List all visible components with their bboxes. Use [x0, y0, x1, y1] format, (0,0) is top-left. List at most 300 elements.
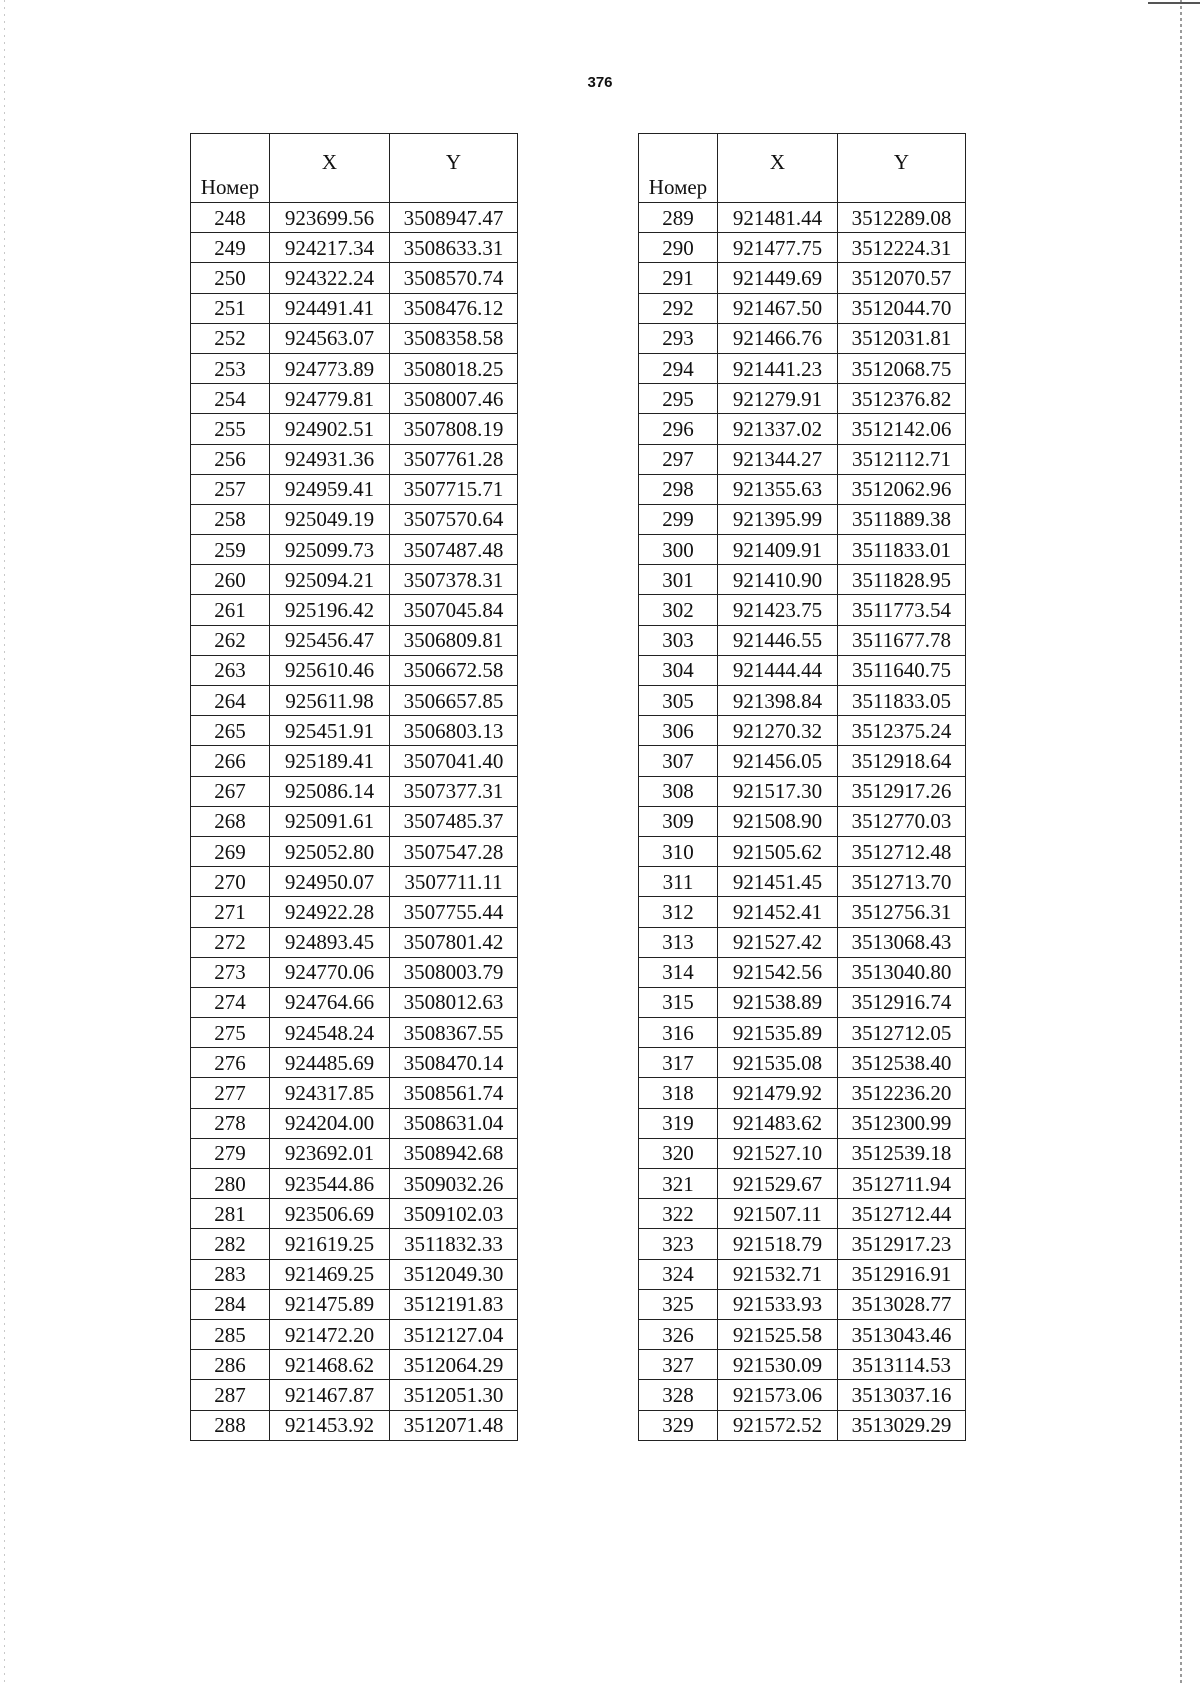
table-row: [191, 897, 518, 927]
x-coordinate-cell: 924204.00: [270, 1108, 390, 1138]
x-coordinate-cell: 921355.63: [718, 474, 838, 504]
x-coordinate-cell: 925610.46: [270, 655, 390, 685]
x-coordinate-cell: 921456.05: [718, 746, 838, 776]
column-header-number: Номер: [191, 134, 270, 203]
point-number-cell: 291: [639, 263, 718, 293]
table-row: [191, 1108, 518, 1138]
y-coordinate-cell: 3508561.74: [390, 1078, 518, 1108]
x-coordinate-cell: 921469.25: [270, 1259, 390, 1289]
table-row: [639, 535, 966, 565]
table-row: [191, 716, 518, 746]
table-row: [191, 1410, 518, 1440]
table-row: [639, 625, 966, 655]
point-number-cell: 326: [639, 1319, 718, 1349]
table-row: [639, 233, 966, 263]
x-coordinate-cell: 921337.02: [718, 414, 838, 444]
table-row: [639, 806, 966, 836]
point-number-cell: 248: [191, 203, 270, 233]
y-coordinate-cell: 3512224.31: [838, 233, 966, 263]
table-row: [639, 1410, 966, 1440]
x-coordinate-cell: 924217.34: [270, 233, 390, 263]
x-coordinate-cell: 925196.42: [270, 595, 390, 625]
x-coordinate-cell: 925086.14: [270, 776, 390, 806]
y-coordinate-cell: 3512713.70: [838, 867, 966, 897]
x-coordinate-cell: 921507.11: [718, 1199, 838, 1229]
y-coordinate-cell: 3512712.48: [838, 836, 966, 866]
x-coordinate-cell: 921479.92: [718, 1078, 838, 1108]
y-coordinate-cell: 3507808.19: [390, 414, 518, 444]
point-number-cell: 314: [639, 957, 718, 987]
x-coordinate-cell: 921505.62: [718, 836, 838, 866]
x-coordinate-cell: 923692.01: [270, 1138, 390, 1168]
x-coordinate-cell: 921409.91: [718, 535, 838, 565]
y-coordinate-cell: 3512916.74: [838, 987, 966, 1017]
table-row: [191, 655, 518, 685]
point-number-cell: 261: [191, 595, 270, 625]
coordinates-table-left: [190, 133, 518, 1441]
y-coordinate-cell: 3508470.14: [390, 1048, 518, 1078]
scan-edge-top: [1148, 2, 1200, 4]
table-row: [191, 233, 518, 263]
x-coordinate-cell: 921395.99: [718, 504, 838, 534]
point-number-cell: 287: [191, 1380, 270, 1410]
x-coordinate-cell: 921535.89: [718, 1018, 838, 1048]
point-number-cell: 302: [639, 595, 718, 625]
y-coordinate-cell: 3512770.03: [838, 806, 966, 836]
y-coordinate-cell: 3512375.24: [838, 716, 966, 746]
table-row: [191, 384, 518, 414]
table-row: [639, 927, 966, 957]
point-number-cell: 270: [191, 867, 270, 897]
point-number-cell: 320: [639, 1138, 718, 1168]
x-coordinate-cell: 925456.47: [270, 625, 390, 655]
x-coordinate-cell: 921525.58: [718, 1319, 838, 1349]
scan-edge-right: [1180, 0, 1182, 1683]
table-row: [639, 1259, 966, 1289]
table-row: [191, 1169, 518, 1199]
table-row: [639, 565, 966, 595]
y-coordinate-cell: 3508367.55: [390, 1018, 518, 1048]
x-coordinate-cell: 924764.66: [270, 987, 390, 1017]
y-coordinate-cell: 3513114.53: [838, 1350, 966, 1380]
x-coordinate-cell: 921467.87: [270, 1380, 390, 1410]
table-row: [639, 1138, 966, 1168]
y-coordinate-cell: 3512300.99: [838, 1108, 966, 1138]
x-coordinate-cell: 921423.75: [718, 595, 838, 625]
table-row: [639, 1229, 966, 1259]
point-number-cell: 250: [191, 263, 270, 293]
point-number-cell: 289: [639, 203, 718, 233]
x-coordinate-cell: 925049.19: [270, 504, 390, 534]
y-coordinate-cell: 3507485.37: [390, 806, 518, 836]
table-row: [191, 1380, 518, 1410]
table-row: [639, 867, 966, 897]
scan-edge-left: [4, 0, 5, 1683]
x-coordinate-cell: 921572.52: [718, 1410, 838, 1440]
x-coordinate-cell: 921452.41: [718, 897, 838, 927]
y-coordinate-cell: 3512051.30: [390, 1380, 518, 1410]
x-coordinate-cell: 921398.84: [718, 686, 838, 716]
column-header-x: X: [270, 134, 390, 203]
y-coordinate-cell: 3512712.05: [838, 1018, 966, 1048]
table-row: [639, 957, 966, 987]
table-row: [191, 414, 518, 444]
table-row: [191, 565, 518, 595]
table-row: [639, 323, 966, 353]
point-number-cell: 274: [191, 987, 270, 1017]
x-coordinate-cell: 925099.73: [270, 535, 390, 565]
y-coordinate-cell: 3508942.68: [390, 1138, 518, 1168]
y-coordinate-cell: 3513043.46: [838, 1319, 966, 1349]
table-row: [639, 1199, 966, 1229]
x-coordinate-cell: 925451.91: [270, 716, 390, 746]
table-row: [639, 746, 966, 776]
point-number-cell: 308: [639, 776, 718, 806]
table-row: [191, 595, 518, 625]
point-number-cell: 277: [191, 1078, 270, 1108]
column-header-y: Y: [390, 134, 518, 203]
y-coordinate-cell: 3513029.29: [838, 1410, 966, 1440]
point-number-cell: 275: [191, 1018, 270, 1048]
table-row: [191, 746, 518, 776]
table-header-row: [639, 134, 966, 203]
x-coordinate-cell: 924922.28: [270, 897, 390, 927]
y-coordinate-cell: 3511773.54: [838, 595, 966, 625]
table-row: [639, 203, 966, 233]
table-row: [191, 1048, 518, 1078]
table-row: [639, 836, 966, 866]
x-coordinate-cell: 921533.93: [718, 1289, 838, 1319]
point-number-cell: 297: [639, 444, 718, 474]
y-coordinate-cell: 3512112.71: [838, 444, 966, 474]
y-coordinate-cell: 3506672.58: [390, 655, 518, 685]
point-number-cell: 307: [639, 746, 718, 776]
y-coordinate-cell: 3512917.23: [838, 1229, 966, 1259]
x-coordinate-cell: 925611.98: [270, 686, 390, 716]
table-row: [639, 414, 966, 444]
y-coordinate-cell: 3512191.83: [390, 1289, 518, 1319]
table-row: [639, 987, 966, 1017]
table-row: [639, 384, 966, 414]
table-row: [639, 504, 966, 534]
x-coordinate-cell: 921527.42: [718, 927, 838, 957]
x-coordinate-cell: 924773.89: [270, 353, 390, 383]
point-number-cell: 263: [191, 655, 270, 685]
point-number-cell: 311: [639, 867, 718, 897]
y-coordinate-cell: 3512712.44: [838, 1199, 966, 1229]
point-number-cell: 286: [191, 1350, 270, 1380]
point-number-cell: 319: [639, 1108, 718, 1138]
x-coordinate-cell: 921453.92: [270, 1410, 390, 1440]
point-number-cell: 288: [191, 1410, 270, 1440]
table-row: [639, 1169, 966, 1199]
y-coordinate-cell: 3512068.75: [838, 353, 966, 383]
x-coordinate-cell: 921472.20: [270, 1319, 390, 1349]
y-coordinate-cell: 3506657.85: [390, 686, 518, 716]
table-row: [191, 987, 518, 1017]
table-row: [191, 323, 518, 353]
y-coordinate-cell: 3512044.70: [838, 293, 966, 323]
y-coordinate-cell: 3512918.64: [838, 746, 966, 776]
point-number-cell: 259: [191, 535, 270, 565]
point-number-cell: 312: [639, 897, 718, 927]
point-number-cell: 323: [639, 1229, 718, 1259]
x-coordinate-cell: 925052.80: [270, 836, 390, 866]
x-coordinate-cell: 923699.56: [270, 203, 390, 233]
y-coordinate-cell: 3506803.13: [390, 716, 518, 746]
y-coordinate-cell: 3513028.77: [838, 1289, 966, 1319]
table-row: [639, 1018, 966, 1048]
x-coordinate-cell: 921508.90: [718, 806, 838, 836]
x-coordinate-cell: 924950.07: [270, 867, 390, 897]
table-row: [639, 1319, 966, 1349]
table-row: [191, 203, 518, 233]
point-number-cell: 310: [639, 836, 718, 866]
x-coordinate-cell: 924485.69: [270, 1048, 390, 1078]
table-row: [191, 504, 518, 534]
table-row: [191, 625, 518, 655]
point-number-cell: 294: [639, 353, 718, 383]
point-number-cell: 296: [639, 414, 718, 444]
table-row: [191, 263, 518, 293]
table-row: [191, 776, 518, 806]
point-number-cell: 322: [639, 1199, 718, 1229]
table-row: [191, 1199, 518, 1229]
point-number-cell: 313: [639, 927, 718, 957]
x-coordinate-cell: 921270.32: [718, 716, 838, 746]
point-number-cell: 295: [639, 384, 718, 414]
y-coordinate-cell: 3513037.16: [838, 1380, 966, 1410]
y-coordinate-cell: 3512064.29: [390, 1350, 518, 1380]
point-number-cell: 284: [191, 1289, 270, 1319]
table-row: [639, 897, 966, 927]
y-coordinate-cell: 3511677.78: [838, 625, 966, 655]
x-coordinate-cell: 924893.45: [270, 927, 390, 957]
point-number-cell: 321: [639, 1169, 718, 1199]
table-row: [191, 1138, 518, 1168]
x-coordinate-cell: 925091.61: [270, 806, 390, 836]
y-coordinate-cell: 3508012.63: [390, 987, 518, 1017]
table-row: [191, 1018, 518, 1048]
y-coordinate-cell: 3508358.58: [390, 323, 518, 353]
y-coordinate-cell: 3512539.18: [838, 1138, 966, 1168]
point-number-cell: 264: [191, 686, 270, 716]
point-number-cell: 290: [639, 233, 718, 263]
table-row: [639, 444, 966, 474]
point-number-cell: 300: [639, 535, 718, 565]
point-number-cell: 316: [639, 1018, 718, 1048]
table-row: [191, 927, 518, 957]
table-row: [639, 716, 966, 746]
point-number-cell: 305: [639, 686, 718, 716]
table-row: [191, 836, 518, 866]
y-coordinate-cell: 3512376.82: [838, 384, 966, 414]
point-number-cell: 304: [639, 655, 718, 685]
point-number-cell: 265: [191, 716, 270, 746]
y-coordinate-cell: 3512236.20: [838, 1078, 966, 1108]
y-coordinate-cell: 3512142.06: [838, 414, 966, 444]
x-coordinate-cell: 924491.41: [270, 293, 390, 323]
point-number-cell: 315: [639, 987, 718, 1017]
point-number-cell: 249: [191, 233, 270, 263]
x-coordinate-cell: 924770.06: [270, 957, 390, 987]
table-row: [191, 1229, 518, 1259]
point-number-cell: 309: [639, 806, 718, 836]
y-coordinate-cell: 3507547.28: [390, 836, 518, 866]
table-row: [639, 686, 966, 716]
point-number-cell: 278: [191, 1108, 270, 1138]
table-row: [639, 1048, 966, 1078]
x-coordinate-cell: 921483.62: [718, 1108, 838, 1138]
x-coordinate-cell: 921481.44: [718, 203, 838, 233]
table-row: [191, 1350, 518, 1380]
point-number-cell: 324: [639, 1259, 718, 1289]
y-coordinate-cell: 3512127.04: [390, 1319, 518, 1349]
point-number-cell: 266: [191, 746, 270, 776]
x-coordinate-cell: 921446.55: [718, 625, 838, 655]
table-row: [191, 474, 518, 504]
x-coordinate-cell: 921444.44: [718, 655, 838, 685]
y-coordinate-cell: 3513068.43: [838, 927, 966, 957]
x-coordinate-cell: 921527.10: [718, 1138, 838, 1168]
point-number-cell: 268: [191, 806, 270, 836]
point-number-cell: 251: [191, 293, 270, 323]
point-number-cell: 252: [191, 323, 270, 353]
y-coordinate-cell: 3508570.74: [390, 263, 518, 293]
table-row: [639, 655, 966, 685]
x-coordinate-cell: 924317.85: [270, 1078, 390, 1108]
y-coordinate-cell: 3507041.40: [390, 746, 518, 776]
table-row: [639, 776, 966, 806]
page-number: 376: [587, 74, 613, 91]
column-header-y: Y: [838, 134, 966, 203]
y-coordinate-cell: 3508631.04: [390, 1108, 518, 1138]
y-coordinate-cell: 3511833.05: [838, 686, 966, 716]
table-row: [191, 957, 518, 987]
x-coordinate-cell: 921517.30: [718, 776, 838, 806]
table-row: [191, 444, 518, 474]
y-coordinate-cell: 3508003.79: [390, 957, 518, 987]
y-coordinate-cell: 3512031.81: [838, 323, 966, 353]
table-row: [191, 1078, 518, 1108]
y-coordinate-cell: 3506809.81: [390, 625, 518, 655]
table-row: [191, 1259, 518, 1289]
point-number-cell: 299: [639, 504, 718, 534]
x-coordinate-cell: 921441.23: [718, 353, 838, 383]
y-coordinate-cell: 3512538.40: [838, 1048, 966, 1078]
x-coordinate-cell: 921451.45: [718, 867, 838, 897]
point-number-cell: 282: [191, 1229, 270, 1259]
x-coordinate-cell: 924548.24: [270, 1018, 390, 1048]
x-coordinate-cell: 921279.91: [718, 384, 838, 414]
table-row: [639, 293, 966, 323]
point-number-cell: 318: [639, 1078, 718, 1108]
table-row: [191, 353, 518, 383]
table-row: [191, 1319, 518, 1349]
y-coordinate-cell: 3512756.31: [838, 897, 966, 927]
point-number-cell: 280: [191, 1169, 270, 1199]
y-coordinate-cell: 3508947.47: [390, 203, 518, 233]
column-header-x: X: [718, 134, 838, 203]
table-row: [639, 1350, 966, 1380]
point-number-cell: 325: [639, 1289, 718, 1319]
y-coordinate-cell: 3508007.46: [390, 384, 518, 414]
y-coordinate-cell: 3512062.96: [838, 474, 966, 504]
point-number-cell: 255: [191, 414, 270, 444]
table-row: [639, 1078, 966, 1108]
y-coordinate-cell: 3511889.38: [838, 504, 966, 534]
table-row: [639, 1289, 966, 1319]
x-coordinate-cell: 921535.08: [718, 1048, 838, 1078]
x-coordinate-cell: 921410.90: [718, 565, 838, 595]
point-number-cell: 279: [191, 1138, 270, 1168]
x-coordinate-cell: 921344.27: [718, 444, 838, 474]
x-coordinate-cell: 924931.36: [270, 444, 390, 474]
table-row: [639, 263, 966, 293]
point-number-cell: 267: [191, 776, 270, 806]
y-coordinate-cell: 3511833.01: [838, 535, 966, 565]
x-coordinate-cell: 924563.07: [270, 323, 390, 353]
table-row: [639, 1380, 966, 1410]
x-coordinate-cell: 921518.79: [718, 1229, 838, 1259]
x-coordinate-cell: 921468.62: [270, 1350, 390, 1380]
point-number-cell: 253: [191, 353, 270, 383]
y-coordinate-cell: 3512289.08: [838, 203, 966, 233]
y-coordinate-cell: 3508633.31: [390, 233, 518, 263]
point-number-cell: 329: [639, 1410, 718, 1440]
point-number-cell: 272: [191, 927, 270, 957]
y-coordinate-cell: 3507715.71: [390, 474, 518, 504]
x-coordinate-cell: 921530.09: [718, 1350, 838, 1380]
x-coordinate-cell: 924959.41: [270, 474, 390, 504]
point-number-cell: 317: [639, 1048, 718, 1078]
coordinates-table-right: [638, 133, 966, 1441]
x-coordinate-cell: 924902.51: [270, 414, 390, 444]
y-coordinate-cell: 3507711.11: [390, 867, 518, 897]
table-row: [191, 535, 518, 565]
y-coordinate-cell: 3513040.80: [838, 957, 966, 987]
point-number-cell: 292: [639, 293, 718, 323]
y-coordinate-cell: 3512916.91: [838, 1259, 966, 1289]
x-coordinate-cell: 924322.24: [270, 263, 390, 293]
y-coordinate-cell: 3507487.48: [390, 535, 518, 565]
point-number-cell: 273: [191, 957, 270, 987]
x-coordinate-cell: 921573.06: [718, 1380, 838, 1410]
y-coordinate-cell: 3511828.95: [838, 565, 966, 595]
y-coordinate-cell: 3512070.57: [838, 263, 966, 293]
table-row: [191, 1289, 518, 1319]
table-row: [639, 595, 966, 625]
y-coordinate-cell: 3507378.31: [390, 565, 518, 595]
point-number-cell: 271: [191, 897, 270, 927]
point-number-cell: 301: [639, 565, 718, 595]
point-number-cell: 262: [191, 625, 270, 655]
y-coordinate-cell: 3509032.26: [390, 1169, 518, 1199]
point-number-cell: 258: [191, 504, 270, 534]
point-number-cell: 327: [639, 1350, 718, 1380]
x-coordinate-cell: 921532.71: [718, 1259, 838, 1289]
x-coordinate-cell: 921449.69: [718, 263, 838, 293]
table-row: [191, 806, 518, 836]
point-number-cell: 276: [191, 1048, 270, 1078]
y-coordinate-cell: 3512071.48: [390, 1410, 518, 1440]
x-coordinate-cell: 925094.21: [270, 565, 390, 595]
point-number-cell: 257: [191, 474, 270, 504]
x-coordinate-cell: 921538.89: [718, 987, 838, 1017]
y-coordinate-cell: 3511832.33: [390, 1229, 518, 1259]
point-number-cell: 283: [191, 1259, 270, 1289]
table-row: [639, 474, 966, 504]
